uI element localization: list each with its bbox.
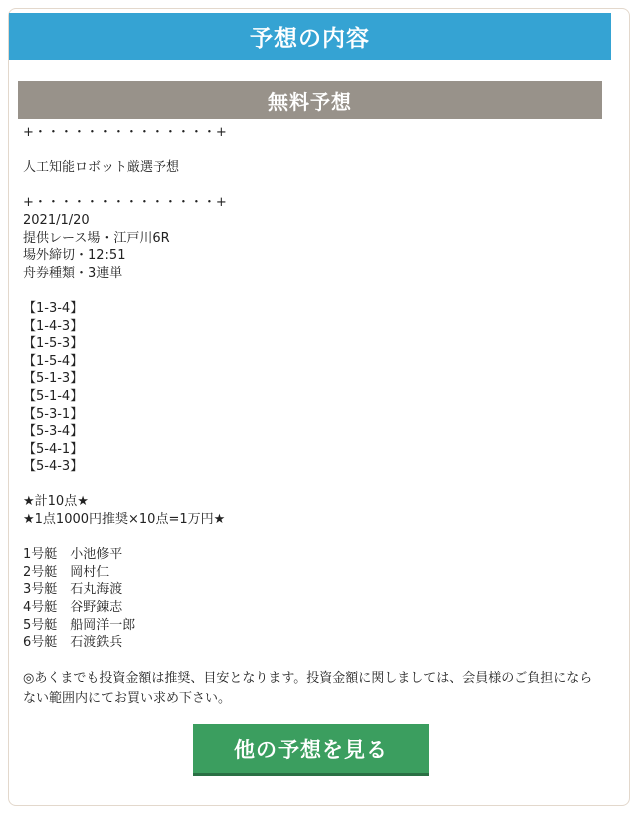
blank-line xyxy=(23,177,603,195)
page-title: 予想の内容 xyxy=(9,13,611,60)
section-title: 無料予想 xyxy=(18,81,602,119)
blank-line xyxy=(23,282,603,300)
racer-entry: 5号艇 船岡洋一郎 xyxy=(23,617,136,633)
race-deadline: 場外締切・12:51 xyxy=(23,248,126,264)
combination-item: 【1-4-3】 xyxy=(23,318,84,334)
blank-line xyxy=(23,529,603,547)
combination-item: 【5-3-1】 xyxy=(23,406,84,422)
racer-entry: 1号艇 小池修平 xyxy=(23,547,123,563)
racer-entry: 4号艇 谷野錬志 xyxy=(23,600,123,616)
total-points: ★計10点★ xyxy=(23,494,89,510)
ticket-type: 舟券種類・3連単 xyxy=(23,265,123,281)
combination-item: 【5-1-3】 xyxy=(23,371,84,387)
combination-item: 【5-1-4】 xyxy=(23,388,84,404)
combination-item: 【1-3-4】 xyxy=(23,300,84,316)
blank-line xyxy=(23,652,603,670)
view-other-predictions-button[interactable]: 他の予想を見る xyxy=(193,724,429,776)
recommended-bet: ★1点1000円推奨×10点=1万円★ xyxy=(23,512,226,528)
prediction-heading: 人工知能ロボット厳選予想 xyxy=(23,160,180,176)
prediction-body xyxy=(23,124,603,709)
racer-entry: 2号艇 岡村仁 xyxy=(23,564,110,580)
combination-item: 【5-4-3】 xyxy=(23,459,84,475)
combination-item: 【1-5-4】 xyxy=(23,353,84,369)
combination-item: 【5-4-1】 xyxy=(23,441,84,457)
combination-item: 【5-3-4】 xyxy=(23,424,84,440)
combination-item: 【1-5-3】 xyxy=(23,336,84,352)
separator-line: +・・・・・・・・・・・・・・+ xyxy=(23,125,227,140)
investment-note: ◎あくまでも投資金額は推奨、目安となります。投資金額に関しましては、会員様のご負担にならない範囲内にてお買い求め下さい。 xyxy=(23,671,593,707)
racer-entry: 6号艇 石渡鉄兵 xyxy=(23,635,123,651)
blank-line xyxy=(23,476,603,494)
race-date: 2021/1/20 xyxy=(23,212,90,228)
race-venue: 提供レース場・江戸川6R xyxy=(23,230,170,246)
blank-line xyxy=(23,142,603,160)
separator-line: +・・・・・・・・・・・・・・+ xyxy=(23,195,227,211)
racer-entry: 3号艇 石丸海渡 xyxy=(23,582,123,598)
